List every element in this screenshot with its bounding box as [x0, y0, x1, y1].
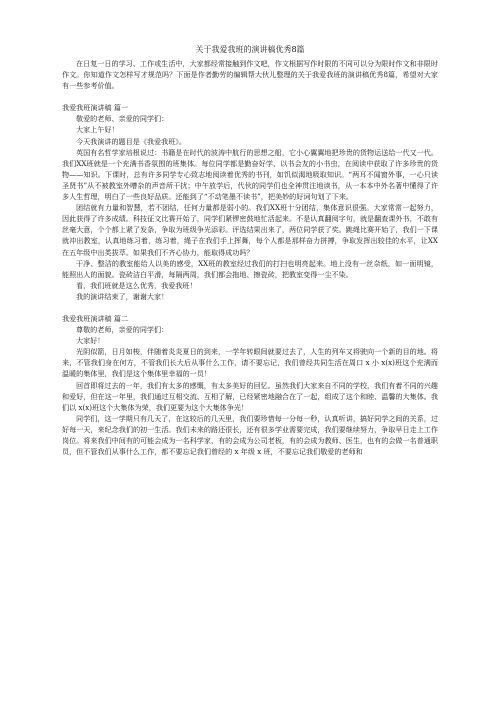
- speech1-paragraph: 大家上午好！: [76, 125, 119, 135]
- speech2-heading: 我爱我班演讲稿 篇二: [62, 313, 129, 323]
- speech1-heading: 我爱我班演讲稿 篇一: [62, 103, 129, 113]
- speech1-paragraph: 团结就有力量和智慧，若不团结，任何力量都是弱小的。我们XX班十分团结，集体意识很强。大家常常一起努力，因此获得了许多成绩。科技征文比赛开始了，同学们紧锣密鼓地忙活起来。不是认真翻阅字句，就是翻查课外书，不敢有丝毫大意，个个都上紧了发条，争取为班级争光添彩。评选结果出来了，两位同学获了奖。跳绳比赛开始了，我们一下课就冲出教室，认真地练习着，练习着，绳子在我们手上挥舞，每个人都是那样奋力拼搏，争取发挥出较佳的水平，让XX在五年级中出类拔萃。如果我们不齐心协力，能取得成功吗？: [62, 203, 438, 257]
- speech2-paragraph: 同学们，这一学期只有几天了，在这较后的几天里，我们要珍惜每一分每一秒，认真听讲，搞好同学之间的关系，过好每一天，来纪念我们的初一生活。我们未来的路还很长，还有很多学业需要完成，我们要继续努力，争取早日走上工作岗位。将来我们中间有的可能会成为一名科学家，有的会成为公司老板，有的会成为教师、医生，也有的会做一名普通职员，但不管我们从事什么工作，都不要忘记我们曾经的 x 年级 x 班，不要忘记我们敬爱的老师和: [62, 413, 438, 457]
- document-title: 关于我爱我班的演讲稿优秀8篇: [195, 45, 305, 54]
- speech1-paragraph: 我的演讲结束了，谢谢大家！: [76, 291, 169, 301]
- speech1-paragraph: 敬爱的老师、亲爱的同学们：: [76, 114, 169, 124]
- speech1-paragraph: 干净、整洁的教室能给人以美的感受，XX班的教室经过我们的打扫也明亮起来。地上没有一丝杂纸，如一面明镜，能照出人的面貌。瓷砖洁白平滑，每隔两周，我们都会拖地、擦瓷砖，把教室变得一尘不染。: [62, 258, 438, 279]
- speech1-paragraph: 英国有名哲学家培根说过：书籍是在时代的波涛中航行的思想之船，它小心翼翼地把珍贵的货物运送给一代又一代。我们XX班就是一个充满书香氛围的班集体。每位同学都是勤奋好学、以书会友的小书虫，在阅读中获取了许多珍贵的货物——知识。下课时，总有许多同学专心致志地阅读着优秀的书刊，如饥似渴地吸取知识。“两耳不闻窗外事，一心只读圣贤书”从不被教室外嘈杂的声音所干扰；中午放学后，代伙的同学们也全神贯注地读书，从一本本中外名著中懂得了许多人生哲理，明白了一些良好品质。还能到了“不动笔墨不读书”，把美妙的好词句划了下来。: [62, 147, 438, 202]
- speech1-paragraph: 今天我演讲的题目是《我爱我班》。: [76, 136, 186, 146]
- intro-paragraph: 在日复一日的学习、工作或生活中，大家都经常接触到作文吧，作文根据写作时限的不同可以分为限时作文和非限时作文。你知道作文怎样写才规范吗？下面是作者勤劳的编辑帮大伙儿整理的关于我爱我班的演讲稿优秀8篇，希望对大家有一些参考价值。: [62, 59, 438, 91]
- speech2-paragraph: 尊敬的老师，亲爱的同学们：: [76, 325, 169, 335]
- speech2-paragraph: 回首即将过去的一年，我们有太多的感慨，有太多美好的回忆。虽然我们大家来自不同的学校，我们有着不同的兴趣和爱好，但在这一年里，我们通过互相交流、互相了解，已经紧密地融合在了一起，组成了这个和睦、温馨的大集体。我们以 x(x)班这个大集体为荣，我们更要为这个大集体争光！: [62, 380, 438, 412]
- speech2-paragraph: 光阴似箭，日月如梭，伴随着炎炎夏日的到来，一学年转眼间就要过去了，人生的列车又将驶向一个新的目的地。将来，不管我们身在何方，不管我们长大后从事什么工作，请不要忘记，我们曾经共同生活在周口 x 小 x(x)班这个充满而温暖的集体里，我们是这个集体里幸福的一员！: [62, 347, 438, 379]
- speech2-paragraph: 大家好！: [76, 336, 105, 346]
- speech1-paragraph: 看，我们班就是这么优秀，我爱我班！: [76, 280, 197, 290]
